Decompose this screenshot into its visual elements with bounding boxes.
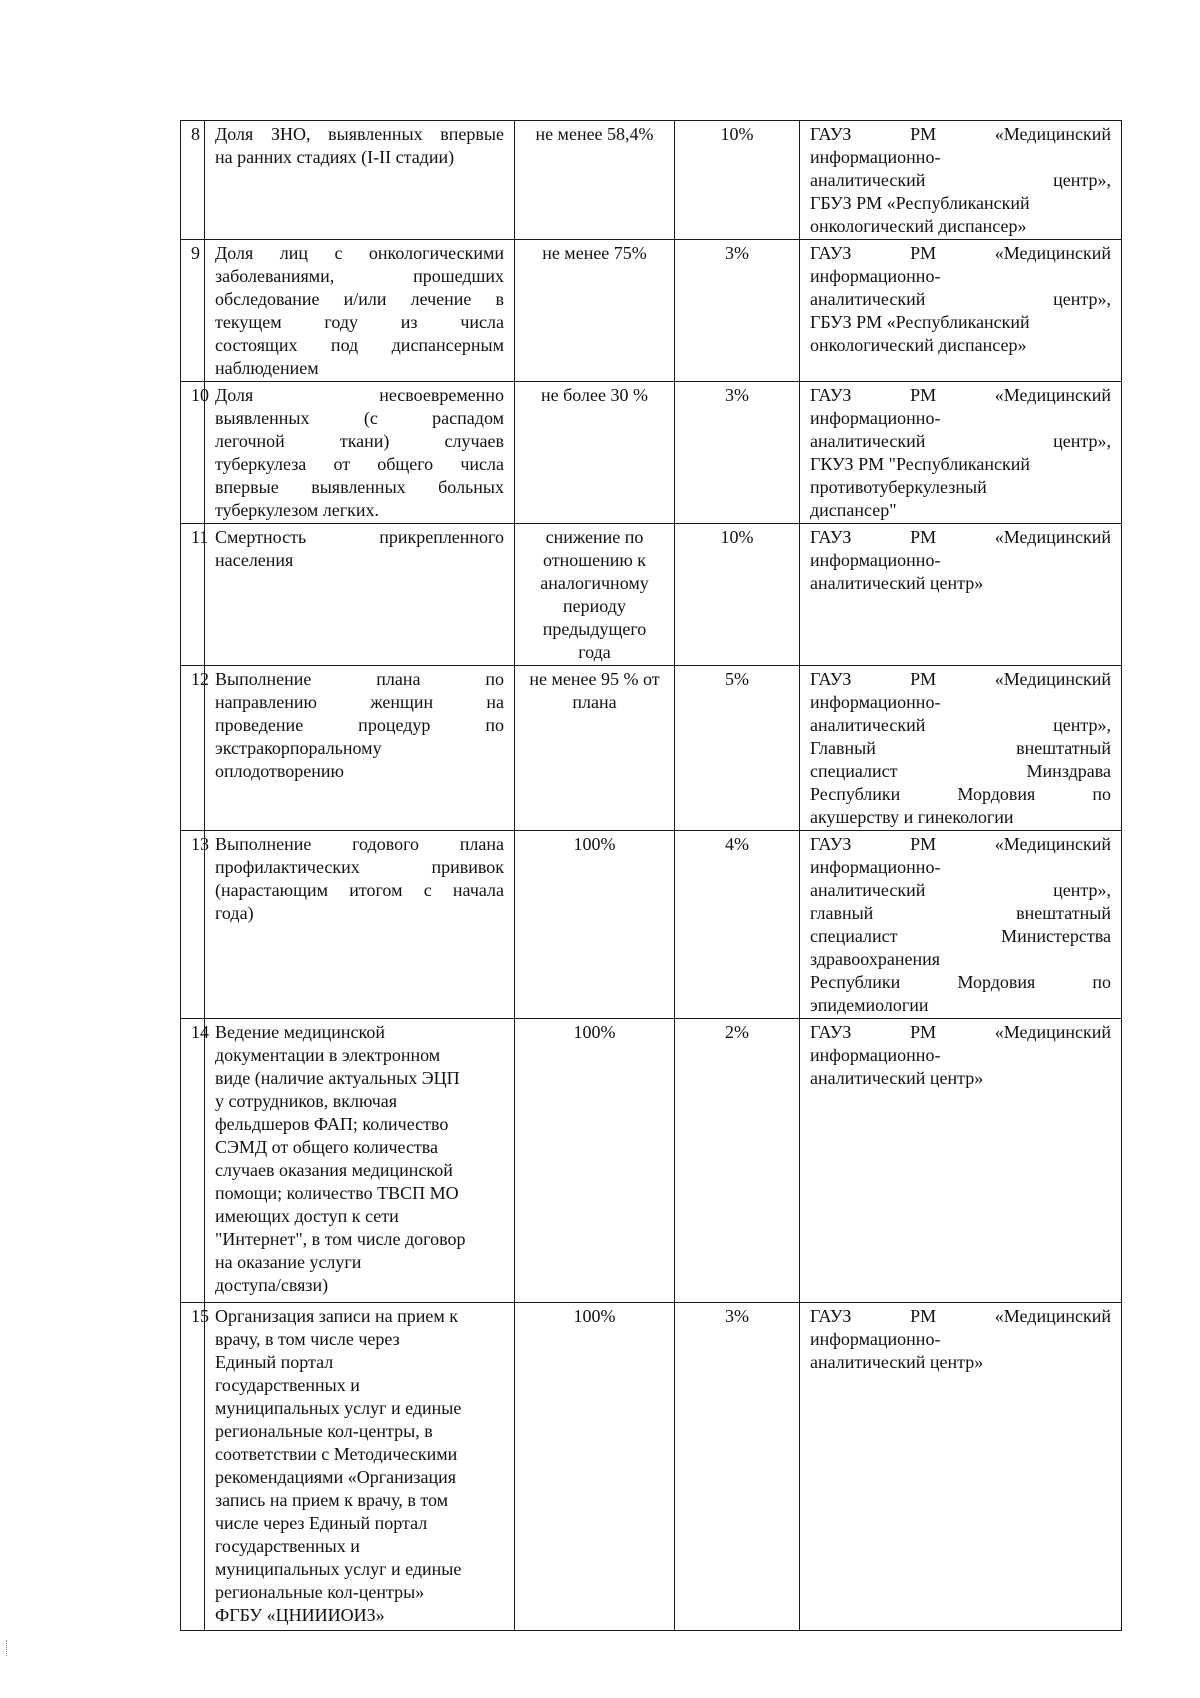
text-line: Доля несвоевременно [215,385,504,405]
text-line: ГАУЗ РМ «Медицинский [810,1306,1111,1326]
indicator-cell [205,1019,515,1303]
text-line: ФГБУ «ЦНИИИОИЗ» [215,1605,385,1625]
text-line: информационно- [810,408,941,428]
text-line: аналитический центр» [810,1068,984,1088]
text-line: информационно- [810,147,941,167]
text-line: профилактических прививок [215,857,504,877]
text-line: туберкулеза от общего числа [215,454,504,474]
responsible-source-cell [800,240,1122,382]
text-line: документации в электронном [215,1045,441,1065]
table-row [181,121,1122,240]
target-value-cell [515,666,675,831]
text-line: помощи; количество ТВСП МО [215,1183,459,1203]
text-line: СЭМД от общего количества [215,1137,439,1157]
text-line: врачу, в том числе через [215,1329,400,1349]
text-line: ГКУЗ РМ "Республиканский [810,454,1030,474]
text-line: аналитический центр» [810,573,984,593]
indicator-cell [205,524,515,666]
text-line: впервые выявленных больных [215,477,504,497]
text-line: акушерству и гинекологии [810,807,1014,827]
text-line: ГАУЗ РМ «Медицинский [810,124,1111,144]
text-line: специалист Минздрава [810,761,1111,781]
weight-cell: 3% [675,240,800,382]
indicator-cell [205,382,515,524]
weight-cell: 10% [675,524,800,666]
row-number: 9 [181,240,205,382]
weight-cell: 5% [675,666,800,831]
responsible-source-cell [800,1019,1122,1303]
text-line: 100% [573,834,616,854]
indicator-cell [205,831,515,1019]
weight-cell: 2% [675,1019,800,1303]
text-line: Республики Мордовия по [810,972,1111,992]
text-line: информационно- [810,266,941,286]
text-line: соответствии с Методическими [215,1444,458,1464]
weight-cell: 10% [675,121,800,240]
text-line: заболеваниями, прошедших [215,266,504,286]
text-line: (нарастающим итогом с начала [215,880,504,900]
text-line: текущем году из числа [215,312,504,332]
indicators-table [180,120,1122,1631]
text-line: экстракорпоральному [215,738,382,758]
text-line: главный внештатный [810,903,1111,923]
text-line: снижение по [545,527,644,547]
row-number: 11 [181,524,205,666]
text-line: запись на прием к врачу, в том [215,1490,449,1510]
text-line: виде (наличие актуальных ЭЦП [215,1068,460,1088]
row-number: 14 [181,1019,205,1303]
text-line: ГАУЗ РМ «Медицинский [810,385,1111,405]
text-line: региональные кол-центры» [215,1582,425,1602]
text-line: аналитический центр», [810,170,1111,190]
text-line: не менее 95 % от [529,669,660,689]
text-line: Доля ЗНО, выявленных впервые [215,124,504,144]
text-line: числе через Единый портал [215,1513,428,1533]
text-line: аналитический центр», [810,431,1111,451]
text-line: легочной ткани) случаев [215,431,504,451]
text-line: Главный внештатный [810,738,1111,758]
responsible-source-cell [800,121,1122,240]
responsible-source-cell [800,524,1122,666]
text-line: аналитический центр», [810,289,1111,309]
text-line: ГБУЗ РМ «Республиканский [810,312,1030,332]
text-line: аналитический центр», [810,715,1111,735]
indicator-cell [205,240,515,382]
text-line: туберкулезом легких. [215,500,379,520]
text-line: на оказание услуги [215,1252,362,1272]
text-line: проведение процедур по [215,715,504,735]
text-line: ГАУЗ РМ «Медицинский [810,834,1111,854]
weight-cell: 3% [675,382,800,524]
text-line: государственных и [215,1536,360,1556]
row-number: 8 [181,121,205,240]
text-line: периоду [563,596,626,616]
text-line: ГАУЗ РМ «Медицинский [810,527,1111,547]
text-line: случаев оказания медицинской [215,1160,453,1180]
text-line: ГАУЗ РМ «Медицинский [810,1022,1111,1042]
target-value-cell [515,240,675,382]
text-line: противотуберкулезный [810,477,987,497]
text-line: 100% [573,1022,616,1042]
text-line: ГАУЗ РМ «Медицинский [810,243,1111,263]
responsible-source-cell [800,1303,1122,1631]
text-line: онкологический диспансер» [810,216,1027,236]
text-line: на ранних стадиях (I-II стадии) [215,147,455,167]
text-line: выявленных (с распадом [215,408,504,428]
table-row [181,382,1122,524]
text-line: информационно- [810,692,941,712]
text-line: ГАУЗ РМ «Медицинский [810,669,1111,689]
text-line: не менее 58,4% [535,124,654,144]
table-row [181,831,1122,1019]
target-value-cell [515,831,675,1019]
text-line: муниципальных услуг и единые [215,1398,462,1418]
table-row [181,240,1122,382]
text-line: здравоохранения [810,949,941,969]
text-line: оплодотворению [215,761,344,781]
target-value-cell [515,121,675,240]
text-line: у сотрудников, включая [215,1091,398,1111]
indicators-table-body [181,121,1122,1631]
row-number: 12 [181,666,205,831]
indicator-cell [205,121,515,240]
text-line: рекомендациями «Организация [215,1467,456,1487]
text-line: населения [215,550,294,570]
text-line: региональные кол-центры, в [215,1421,433,1441]
text-line: информационно- [810,1045,941,1065]
target-value-cell [515,1303,675,1631]
text-line: Доля лиц с онкологическими [215,243,504,263]
responsible-source-cell [800,831,1122,1019]
weight-cell: 3% [675,1303,800,1631]
row-number: 15 [181,1303,205,1631]
table-row [181,666,1122,831]
target-value-cell [515,524,675,666]
text-line: эпидемиологии [810,995,929,1015]
text-line: аналитический центр» [810,1352,984,1372]
text-line: онкологический диспансер» [810,335,1027,355]
text-line: государственных и [215,1375,360,1395]
text-line: доступа/связи) [215,1275,329,1295]
text-line: муниципальных услуг и единые [215,1559,462,1579]
text-line: специалист Министерства [810,926,1111,946]
text-line: не менее 75% [542,243,647,263]
scan-edge-mark [6,1640,10,1656]
text-line: Единый портал [215,1352,334,1372]
row-number: 13 [181,831,205,1019]
text-line: информационно- [810,550,941,570]
row-number: 10 [181,382,205,524]
text-line: информационно- [810,1329,941,1349]
text-line: отношению к [542,550,647,570]
text-line: Республики Мордовия по [810,784,1111,804]
text-line: плана [572,692,617,712]
text-line: предыдущего года [542,619,651,662]
text-line: Ведение медицинской [215,1022,385,1042]
text-line: 100% [573,1306,616,1326]
text-line: обследование и/или лечение в [215,289,504,309]
text-line: Организация записи на прием к [215,1306,459,1326]
target-value-cell [515,382,675,524]
table-row [181,524,1122,666]
text-line: информационно- [810,857,941,877]
text-line: состоящих под диспансерным [215,335,504,355]
text-line: аналитический центр», [810,880,1111,900]
weight-cell: 4% [675,831,800,1019]
text-line: фельдшеров ФАП; количество [215,1114,449,1134]
indicator-cell [205,1303,515,1631]
text-line: Смертность прикрепленного [215,527,504,547]
table-row [181,1303,1122,1631]
text-line: ГБУЗ РМ «Республиканский [810,193,1030,213]
text-line: Выполнение годового плана [215,834,504,854]
text-line: диспансер" [810,500,897,520]
text-line: не более 30 % [541,385,648,405]
text-line: аналогичному [540,573,649,593]
responsible-source-cell [800,666,1122,831]
responsible-source-cell [800,382,1122,524]
text-line: "Интернет", в том числе договор [215,1229,466,1249]
target-value-cell [515,1019,675,1303]
text-line: Выполнение плана по [215,669,504,689]
text-line: года) [215,903,254,923]
indicator-cell [205,666,515,831]
text-line: наблюдением [215,358,319,378]
text-line: имеющих доступ к сети [215,1206,399,1226]
table-row [181,1019,1122,1303]
text-line: направлению женщин на [215,692,504,712]
